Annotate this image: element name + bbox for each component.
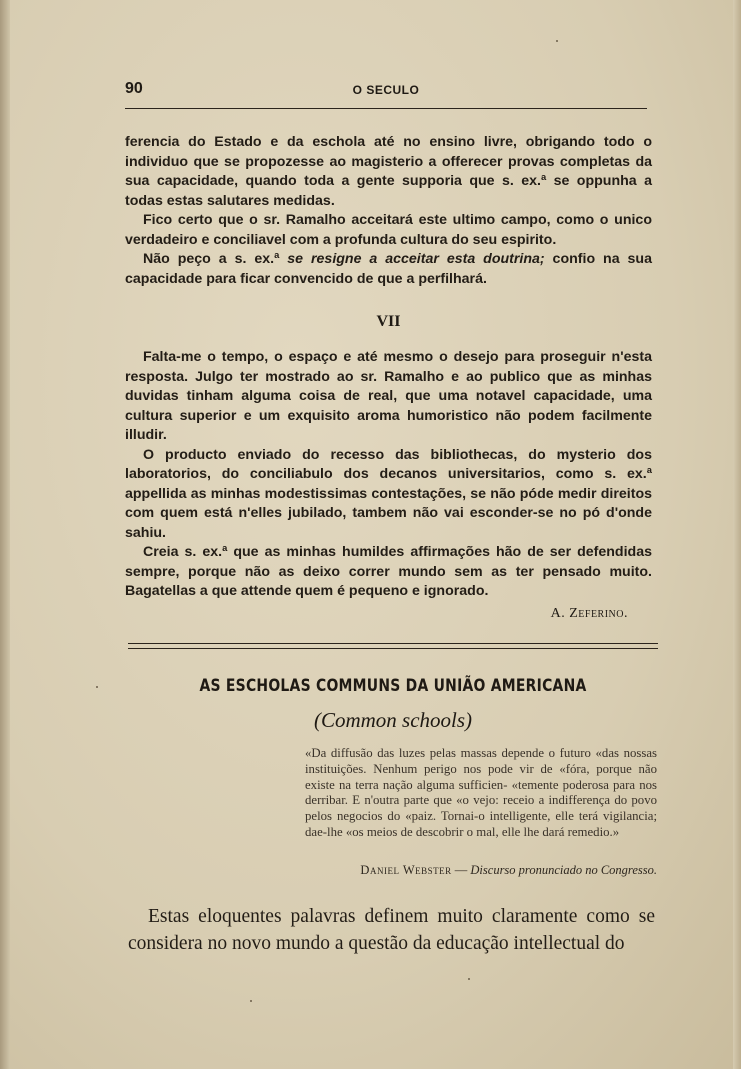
article-continuation [125,133,652,289]
page-number: 90 [125,80,143,97]
italic-run: se resigne a acceitar esta doutrina; [287,251,545,267]
paragraph [125,250,652,289]
paragraph: Creia s. ex.ª que as minhas humildes affirmações hão de ser defendidas sempre, porque não as deixo correr mundo sem as ter pensado muito. Bagatellas a que attende quem é pequeno e ignorado. [125,544,652,599]
page-edge-left [0,0,10,1069]
text-run: confio na sua capacidade para ficar convencido de que a perfilhará. [125,251,652,287]
paragraph: O producto enviado do recesso das bibliothecas, do mysterio dos laboratorios, do conciliabulo dos decanos universitarios, como s. ex.ª appellida as minhas modestissimas contestações, se não póde medir direitos com quem está n'elles jubilado, tambem não vai esconder-se no pó d'onde sahiu. [125,446,652,541]
paragraph: Falta-me o tempo, o espaço e até mesmo o desejo para proseguir n'esta resposta. Julgo ter mostrado ao sr. Ramalho e ao publico que as minhas duvidas tinham alguma coisa de real, que uma notavel capacidade, uma cultura superior e um exquisito aroma humoristico não podem facilmente illudir. [125,349,652,443]
paper-speck [556,40,558,42]
paper-speck [468,978,470,980]
article-separator [128,643,658,649]
epigraph-attribution [280,863,657,878]
article-subtitle: (Common schools) [313,708,473,732]
header-rule [125,108,647,109]
article-lead [128,903,655,957]
paper-speck [250,1000,252,1002]
paragraph: ferencia do Estado e da eschola até no ensino livre, obrigando todo o individuo que se propozesse ao magisterio a offerecer provas completas da sua capacidade, quando toda a gente supporia que s. ex.ª se oppunha a todas estas salutares medidas. [125,134,652,209]
section-body [125,348,652,602]
running-head: O SECULO [352,83,420,97]
epigraph [305,746,657,841]
paragraph: Fico certo que o sr. Ramalho acceitará este ultimo campo, como o unico verdadeiro e conciliavel com a profunda cultura do seu espirito. [125,212,652,248]
paragraph: Estas eloquentes palavras definem muito claramente como se considera no novo mundo a questão da educação intellectual do [128,906,655,954]
article-title: AS ESCHOLAS COMMUNS DA UNIÃO AMERICANA [199,676,587,696]
epigraph-author: Daniel Webster [360,863,452,877]
page-edge-right [733,0,741,1069]
epigraph-work: Discurso pronunciado no Congresso. [470,863,657,877]
epigraph-text: «Da diffusão das luzes pelas massas depende o futuro «das nossas instituições. Nenhum perigo nos pode vir de «fóra, porque não existe na terra nação alguma sufficien- «temente poderosa para nos derribar. E n'outra parte que «o vejo: receio a indifferença do povo pelos negocios do «paiz. Tornai-o intelligente, elle terá vigilancia; dae-lhe «os meios de descobrir o mal, elle lhe dará remedio.» [305,746,657,839]
text-run: Não peço a s. ex.ª [143,251,288,267]
epigraph-dash: — [451,863,471,877]
paper-speck [96,686,98,688]
section-number: VII [376,313,401,330]
page-header [125,80,647,104]
author-signature: A. Zeferino. [550,606,628,621]
